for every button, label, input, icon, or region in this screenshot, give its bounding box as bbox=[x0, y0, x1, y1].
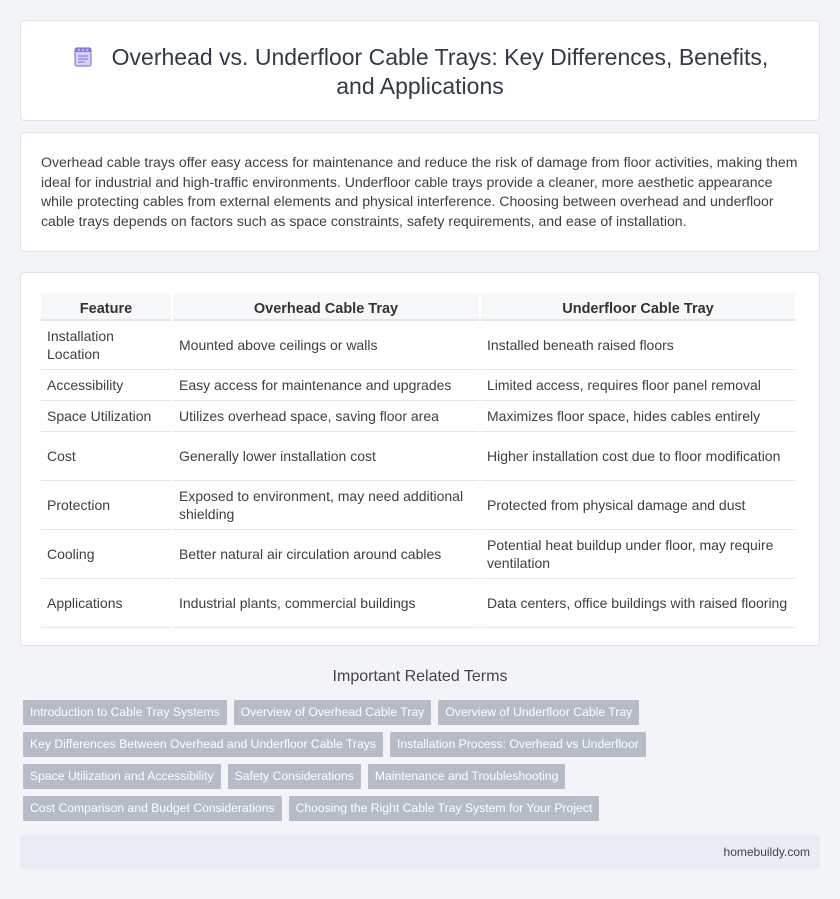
related-term-tag[interactable]: Safety Considerations bbox=[228, 764, 361, 789]
table-row bbox=[41, 370, 795, 401]
related-term-tag[interactable]: Space Utilization and Accessibility bbox=[23, 764, 221, 789]
underfloor-cell: Potential heat buildup under floor, may require ventilation bbox=[481, 530, 795, 579]
feature-cell: Applications bbox=[41, 579, 171, 628]
header-card bbox=[20, 20, 820, 121]
table-row bbox=[41, 579, 795, 628]
related-term-tag[interactable]: Cost Comparison and Budget Considerations bbox=[23, 796, 282, 821]
overhead-cell: Industrial plants, commercial buildings bbox=[173, 579, 479, 628]
overhead-cell: Mounted above ceilings or walls bbox=[173, 321, 479, 370]
intro-card bbox=[20, 132, 820, 252]
related-term-tag[interactable]: Maintenance and Troubleshooting bbox=[368, 764, 566, 789]
related-term-tag[interactable]: Overview of Overhead Cable Tray bbox=[234, 700, 432, 725]
underfloor-cell: Maximizes floor space, hides cables entirely bbox=[481, 401, 795, 432]
related-term-tag[interactable]: Installation Process: Overhead vs Underfloor bbox=[390, 732, 646, 757]
underfloor-cell: Protected from physical damage and dust bbox=[481, 481, 795, 530]
overhead-cell: Utilizes overhead space, saving floor area bbox=[173, 401, 479, 432]
table-row bbox=[41, 321, 795, 370]
footer bbox=[20, 835, 820, 869]
overhead-cell: Exposed to environment, may need additional shielding bbox=[173, 481, 479, 530]
feature-cell: Cost bbox=[41, 432, 171, 481]
document-icon bbox=[72, 46, 94, 68]
related-term-tag[interactable]: Choosing the Right Cable Tray System for Your Project bbox=[289, 796, 600, 821]
table-header-row bbox=[41, 293, 795, 321]
header-underfloor: Underfloor Cable Tray bbox=[481, 293, 795, 321]
related-term-tag[interactable]: Introduction to Cable Tray Systems bbox=[23, 700, 227, 725]
overhead-cell: Generally lower installation cost bbox=[173, 432, 479, 481]
related-term-tag[interactable]: Overview of Underfloor Cable Tray bbox=[438, 700, 639, 725]
related-terms-list bbox=[23, 700, 823, 828]
related-terms-title: Important Related Terms bbox=[332, 668, 508, 685]
table-row bbox=[41, 432, 795, 481]
underfloor-cell: Installed beneath raised floors bbox=[481, 321, 795, 370]
header-feature: Feature bbox=[41, 293, 171, 321]
header-overhead: Overhead Cable Tray bbox=[173, 293, 479, 321]
page-title bbox=[61, 43, 779, 101]
overhead-cell: Better natural air circulation around cables bbox=[173, 530, 479, 579]
feature-cell: Space Utilization bbox=[41, 401, 171, 432]
feature-cell: Protection bbox=[41, 481, 171, 530]
table-row bbox=[41, 481, 795, 530]
underfloor-cell: Limited access, requires floor panel removal bbox=[481, 370, 795, 401]
underfloor-cell: Higher installation cost due to floor modification bbox=[481, 432, 795, 481]
feature-cell: Accessibility bbox=[41, 370, 171, 401]
intro-paragraph: Overhead cable trays offer easy access for maintenance and reduce the risk of damage from floor activities, making them ideal for industrial and high-traffic environments. Underfloor cable trays provide a cleaner, more aesthetic appearance while protecting cables from external elements and physical interference. Choosing between overhead and underfloor cable trays depends on factors such as space constraints, safety requirements, and ease of installation. bbox=[41, 154, 798, 229]
related-term-tag[interactable]: Key Differences Between Overhead and Underfloor Cable Trays bbox=[23, 732, 383, 757]
comparison-card bbox=[20, 272, 820, 646]
feature-cell: Cooling bbox=[41, 530, 171, 579]
feature-cell: Installation Location bbox=[41, 321, 171, 370]
table-row bbox=[41, 530, 795, 579]
title-text: Overhead vs. Underfloor Cable Trays: Key Differences, Benefits, and Applications bbox=[111, 44, 769, 99]
overhead-cell: Easy access for maintenance and upgrades bbox=[173, 370, 479, 401]
comparison-table bbox=[39, 293, 797, 628]
table-row bbox=[41, 401, 795, 432]
footer-site-link[interactable]: homebuildy.com bbox=[723, 845, 810, 859]
underfloor-cell: Data centers, office buildings with raised flooring bbox=[481, 579, 795, 628]
